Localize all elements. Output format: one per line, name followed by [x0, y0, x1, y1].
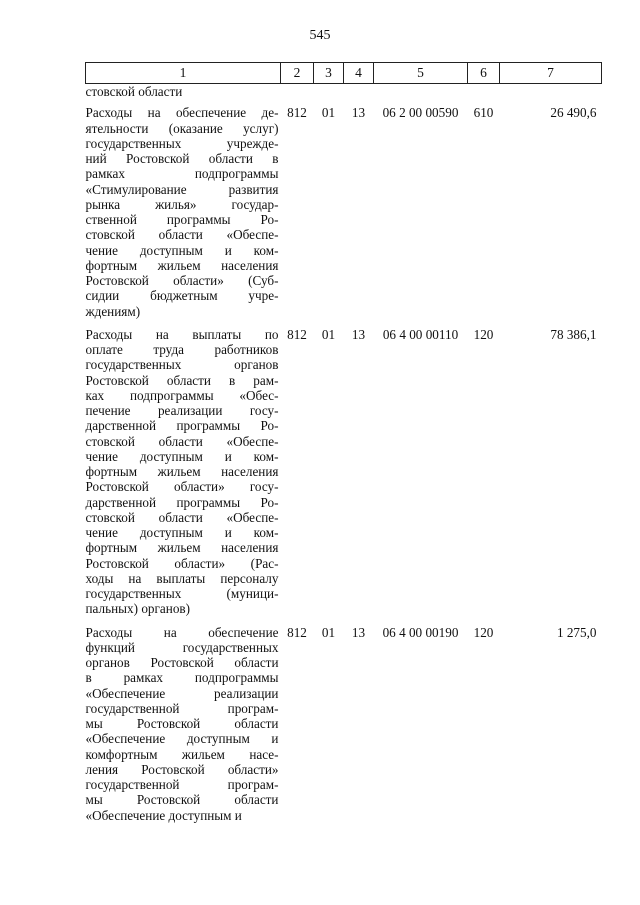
continuation-text: стовской области: [85, 84, 183, 99]
description-line: пальных) органов): [85, 601, 191, 617]
description-line: сидии бюджетным учре-: [85, 288, 279, 304]
description-line: Ростовской области» (Суб-: [85, 273, 279, 288]
description-line: органов Ростовской области: [85, 655, 279, 670]
target-article-code: 06 2 00 00590: [382, 105, 459, 121]
section-code: 01: [321, 326, 336, 342]
description-line: чение доступным и ком-: [85, 448, 279, 464]
row-description: [86, 625, 281, 831]
description-line: государственной програм-: [85, 700, 279, 716]
description-line: мы Ростовской области: [85, 792, 279, 808]
header-cell: 6: [468, 63, 500, 84]
expense-type-code: 610: [473, 105, 494, 121]
description-line: рынка жилья» государ-: [85, 196, 279, 212]
description-line: чение доступным и ком-: [85, 525, 279, 540]
description-line: государственных (муници-: [85, 586, 279, 601]
header-cell: 1: [86, 63, 281, 84]
section-code: 01: [321, 624, 336, 640]
description-line: ний Ростовской области в: [85, 151, 279, 166]
description-line: Расходы на обеспечение: [85, 624, 279, 640]
description-line: ходы на выплаты персоналу: [85, 570, 279, 586]
description-line: государственных учрежде-: [85, 135, 279, 151]
amount: 1 275,0: [556, 624, 597, 640]
description-line: дарственной программы Ро-: [85, 418, 279, 434]
description-line: чение доступным и ком-: [85, 242, 279, 258]
description-line: ках подпрограммы «Обес-: [85, 387, 279, 403]
description-line: «Обеспечение реализации: [85, 685, 279, 701]
subsection-code: 13: [351, 326, 366, 342]
description-line: стовской области «Обеспе-: [85, 433, 279, 449]
continuation-row: [86, 84, 602, 106]
description-line: Ростовской области в рам-: [85, 372, 279, 388]
header-cell: 4: [344, 63, 374, 84]
ministry-code: 812: [287, 105, 307, 121]
subsection-code: 13: [351, 105, 366, 121]
section-code: 01: [321, 105, 336, 121]
row-description: [86, 105, 281, 327]
description-line: государственных органов: [85, 357, 279, 373]
ministry-code: 812: [287, 624, 307, 640]
description-line: фортным жильем населения: [85, 540, 279, 556]
description-line: стовской области «Обеспе-: [85, 227, 279, 243]
header-cell: 3: [314, 63, 344, 84]
description-line: печение реализации госу-: [85, 403, 279, 418]
table-row: [86, 625, 602, 831]
description-line: ждениям): [85, 303, 141, 319]
page-number: 545: [309, 28, 331, 43]
description-line: «Стимулирование развития: [85, 181, 279, 197]
description-line: «Обеспечение доступным и: [85, 731, 279, 747]
description-line: в рамках подпрограммы: [85, 670, 279, 686]
header-row: [86, 63, 602, 84]
header-cell: 5: [374, 63, 468, 84]
expense-type-code: 120: [473, 624, 494, 640]
description-line: ственной программы Ро-: [85, 212, 279, 227]
row-description: [86, 327, 281, 625]
subsection-code: 13: [351, 624, 366, 640]
amount: 26 490,6: [550, 105, 597, 121]
target-article-code: 06 4 00 00110: [382, 326, 459, 342]
description-line: ятельности (оказание услуг): [85, 120, 279, 136]
header-cell: 2: [281, 63, 314, 84]
description-line: государственной програм-: [85, 777, 279, 792]
amount: 78 386,1: [550, 326, 597, 342]
target-article-code: 06 4 00 00190: [382, 624, 459, 640]
ministry-code: 812: [287, 326, 307, 342]
description-line: дарственной программы Ро-: [85, 494, 279, 510]
expense-type-code: 120: [473, 326, 494, 342]
table-row: [86, 105, 602, 327]
description-line: Расходы на выплаты по: [85, 326, 279, 342]
description-line: мы Ростовской области: [85, 716, 279, 731]
description-line: функций государственных: [85, 639, 279, 655]
description-line: комфортным жильем насе-: [85, 746, 279, 762]
description-line: Расходы на обеспечение де-: [85, 105, 279, 121]
description-line: фортным жильем населения: [85, 257, 279, 273]
table-row: [86, 327, 602, 625]
description-line: ления Ростовской области»: [85, 761, 279, 777]
description-line: фортным жильем населения: [85, 464, 279, 479]
description-line: оплате труда работников: [85, 342, 279, 357]
description-line: Ростовской области» госу-: [85, 479, 279, 495]
header-cell: 7: [500, 63, 602, 84]
description-line: рамках подпрограммы: [85, 166, 279, 182]
budget-table: [85, 62, 602, 831]
description-line: «Обеспечение доступным и: [85, 807, 242, 823]
description-line: стовской области «Обеспе-: [85, 509, 279, 525]
description-line: Ростовской области» (Рас-: [85, 555, 279, 571]
